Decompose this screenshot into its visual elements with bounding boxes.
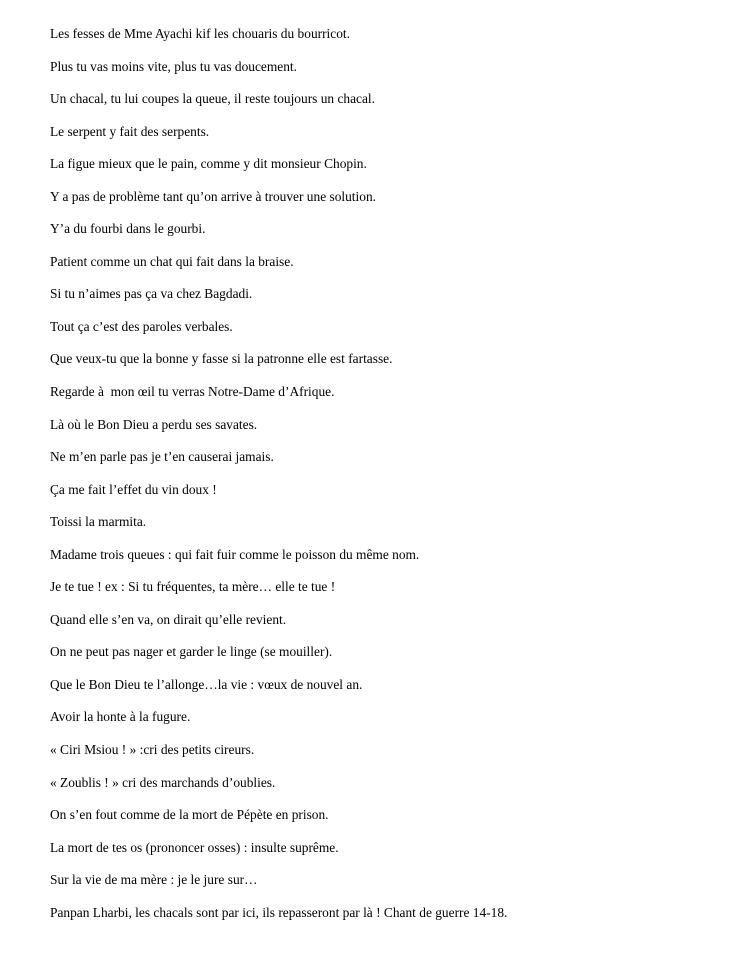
expression-line: Plus tu vas moins vite, plus tu vas doucement.	[50, 58, 297, 74]
expression-line: La figue mieux que le pain, comme y dit monsieur Chopin.	[50, 156, 367, 172]
expression-list	[50, 25, 507, 936]
expression-line: Tout ça c’est des paroles verbales.	[50, 318, 233, 334]
expression-line: Patient comme un chat qui fait dans la braise.	[50, 253, 294, 269]
expression-line: Que veux-tu que la bonne y fasse si la patronne elle est fartasse.	[50, 351, 393, 367]
expression-line: Que le Bon Dieu te l’allonge…la vie : vœux de nouvel an.	[50, 676, 363, 692]
expression-line: Y’a du fourbi dans le gourbi.	[50, 221, 206, 237]
expression-line: Madame trois queues : qui fait fuir comme le poisson du même nom.	[50, 546, 420, 562]
expression-line: Ne m’en parle pas je t’en causerai jamais.	[50, 449, 274, 465]
expression-line: Regarde à mon œil tu verras Notre-Dame d’Afrique.	[50, 384, 335, 400]
expression-line: Panpan Lharbi, les chacals sont par ici, ils repasseront par là ! Chant de guerre 14-18.	[50, 904, 508, 920]
expression-line: Là où le Bon Dieu a perdu ses savates.	[50, 416, 258, 432]
expression-line: On ne peut pas nager et garder le linge (se mouiller).	[50, 644, 333, 660]
expression-line: Le serpent y fait des serpents.	[50, 123, 210, 139]
expression-line: Si tu n’aimes pas ça va chez Bagdadi.	[50, 286, 253, 302]
expression-line: Les fesses de Mme Ayachi kif les chouaris du bourricot.	[50, 26, 350, 41]
expression-line: Un chacal, tu lui coupes la queue, il reste toujours un chacal.	[50, 91, 375, 107]
expression-line: Y a pas de problème tant qu’on arrive à trouver une solution.	[50, 188, 376, 204]
expression-line: Quand elle s’en va, on dirait qu’elle revient.	[50, 611, 287, 627]
expression-line: Ça me fait l’effet du vin doux !	[50, 481, 217, 497]
expression-line: Avoir la honte à la fugure.	[50, 709, 191, 725]
expression-line: On s’en fout comme de la mort de Pépète en prison.	[50, 807, 329, 823]
expression-line: La mort de tes os (prononcer osses) : insulte suprême.	[50, 839, 339, 855]
expression-line: « Zoublis ! » cri des marchands d’oublies.	[50, 774, 276, 790]
expression-line: Je te tue ! ex : Si tu fréquentes, ta mère… elle te tue !	[50, 579, 336, 595]
expression-line: « Ciri Msiou ! » :cri des petits cireurs.	[50, 742, 255, 758]
expression-line: Sur la vie de ma mère : je le jure sur…	[50, 872, 258, 888]
expression-line: Toissi la marmita.	[50, 514, 147, 530]
